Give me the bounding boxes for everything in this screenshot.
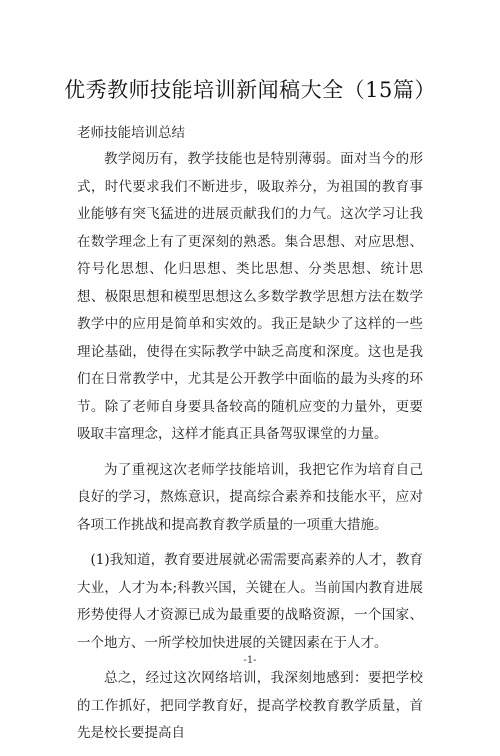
body-paragraph: (1)我知道，教育要进展就必需需要高素养的人才，教育大业，人才为本;科教兴国，关键在人。当前国内教育进展形势使得人才资源已成为最重要的战略资源，一个国家、一个地方、一所学校加快进展的关键因素在于人才。 bbox=[77, 552, 423, 651]
page-number: -1- bbox=[243, 655, 257, 666]
document-title: 优秀教师技能培训新闻稿大全（15篇） bbox=[64, 78, 436, 102]
body-paragraph: 为了重视这次老师学技能培训，我把它作为培育自己良好的学习，熬炼意识，提高综合素养和技能水平，应对各项工作挑战和提高教育教学质量的一项重大措施。 bbox=[77, 461, 423, 533]
document-subtitle: 老师技能培训总结 bbox=[77, 125, 185, 141]
body-paragraph: 教学阅历有，教学技能也是特别薄弱。面对当今的形式，时代要求我们不断进步，吸取养分，为祖国的教育事业能够有突飞猛进的进展贡献我们的力气。这次学习让我在数学理念上有了更深刻的熟悉。集合思想、对应思想、符号化思想、化归思想、类比思想、分类思想、统计思想、极限思想和模型思想这么多数学教学思想方法在数学教学中的应用是简单和实效的。我正是缺少了这样的一些理论基础，使得在实际教学中缺乏高度和深度。这也是我们在日常教学中，尤其是公开教学中面临的最为头疼的环节。除了老师自身要具备较高的随机应变的力量外，更要吸取丰富理念，这样才能真正具备驾驭课堂的力量。 bbox=[77, 151, 423, 442]
body-paragraph: 总之，经过这次网络培训，我深刻地感到：要把学校的工作抓好，把同学教育好，提高学校教育教学质量，首先是校长要提高自 bbox=[77, 670, 423, 741]
